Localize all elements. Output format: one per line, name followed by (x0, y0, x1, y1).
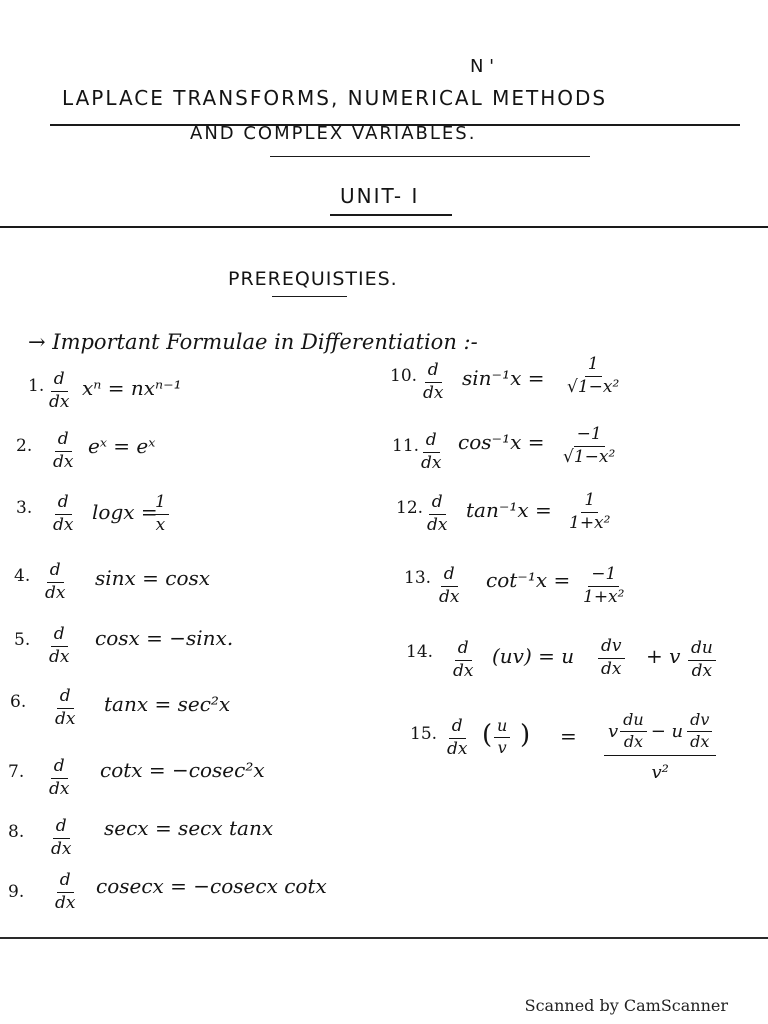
formula-12-result: $\frac{1}{\text{1+x²}}$ (569, 490, 611, 533)
corner-mark: N ' (470, 56, 495, 77)
formula-11-number: 11. (392, 436, 420, 456)
formula-3-number: 3. (16, 498, 33, 518)
formula-15-quotient: $\frac{u}{v}$ (494, 718, 510, 757)
unit-heading: UNIT- I (340, 184, 420, 208)
formula-10-expression: sin⁻¹x = (462, 366, 545, 390)
formula-3-result: $\frac{1}{x}$ (152, 494, 169, 535)
formula-15-du-dx: $\frac{du}{dx}$ (620, 712, 647, 751)
formula-11-result: $\frac{-1}{\text{√1−x²}}$ (563, 424, 616, 467)
formula-2-expression: eˣ = eˣ (88, 434, 156, 458)
title-line-1: LAPLACE TRANSFORMS, NUMERICAL METHODS (62, 86, 608, 110)
formula-13-result: $\frac{-1}{\text{1+x²}}$ (583, 564, 625, 607)
formula-14-number: 14. (406, 642, 434, 662)
formula-15-paren-close: ) (520, 720, 531, 750)
formula-15-equals: = (560, 724, 577, 748)
formula-4-number: 4. (14, 566, 31, 586)
formula-12-number: 12. (396, 498, 424, 518)
unit-underline (330, 214, 452, 216)
formula-5-derivative: $\frac{d}{dx}$ (49, 624, 70, 667)
formula-9-derivative: $\frac{d}{dx}$ (55, 870, 76, 913)
formula-5-number: 5. (14, 630, 31, 650)
formula-11-expression: cos⁻¹x = (458, 430, 545, 454)
formula-15-v: v (608, 720, 619, 742)
formula-15-number: 15. (410, 724, 438, 744)
formula-1-number: 1. (28, 376, 45, 396)
formula-6-derivative: $\frac{d}{dx}$ (55, 686, 76, 729)
formula-8-number: 8. (8, 822, 25, 842)
formula-1-expression: xⁿ = nxⁿ⁻¹ (82, 376, 182, 400)
subheading: → Important Formulae in Differentiation :- (28, 330, 478, 354)
formula-14-plus: + v (646, 644, 681, 668)
formula-15-result-numerator (604, 712, 716, 756)
formula-6-number: 6. (10, 692, 27, 712)
formula-13-derivative: $\frac{d}{dx}$ (439, 564, 460, 607)
section-heading: PREREQUISTIES. (228, 268, 398, 290)
formula-10-derivative: $\frac{d}{dx}$ (423, 360, 444, 403)
formula-3-derivative: $\frac{d}{dx}$ (53, 492, 74, 535)
formula-15-result-denominator: v² (651, 761, 669, 783)
formula-1-derivative: $\frac{d}{dx}$ (49, 369, 70, 412)
formula-14-expression: (uv) = u (492, 644, 575, 668)
formula-6-expression: tanx = sec²x (104, 692, 231, 716)
formula-7-number: 7. (8, 762, 25, 782)
formula-13-number: 13. (404, 568, 432, 588)
formula-13-expression: cot⁻¹x = (486, 568, 571, 592)
formula-9-expression: cosecx = −cosecx cotx (96, 874, 327, 898)
page-divider (0, 226, 768, 228)
formula-14-term-2: $\frac{du}{dx}$ (688, 640, 716, 681)
formula-5-expression: cosx = −sinx. (95, 626, 234, 650)
page-bottom-edge (0, 937, 768, 939)
formula-9-number: 9. (8, 882, 25, 902)
formula-10-result: $\frac{1}{\text{√1−x²}}$ (567, 354, 620, 397)
formula-2-number: 2. (16, 436, 33, 456)
formula-7-expression: cotx = −cosec²x (100, 758, 265, 782)
title-underline-2 (270, 156, 590, 157)
formula-14-derivative: $\frac{d}{dx}$ (453, 638, 474, 681)
formula-12-derivative: $\frac{d}{dx}$ (427, 492, 448, 535)
formula-7-derivative: $\frac{d}{dx}$ (49, 756, 70, 799)
title-line-2: AND COMPLEX VARIABLES. (190, 123, 477, 144)
formula-14-term-1: $\frac{dv}{dx}$ (598, 638, 625, 679)
formula-4-expression: sinx = cosx (95, 566, 211, 590)
formula-15-derivative: $\frac{d}{dx}$ (447, 716, 468, 759)
formula-15-dv-dx: $\frac{dv}{dx}$ (687, 712, 712, 751)
formula-15-minus-u: − u (650, 720, 684, 742)
formula-4-derivative: $\frac{d}{dx}$ (45, 560, 66, 603)
formula-3-expression: logx = (92, 500, 158, 524)
formula-2-derivative: $\frac{d}{dx}$ (53, 429, 74, 472)
scanner-watermark: Scanned by CamScanner (524, 996, 728, 1015)
formula-8-expression: secx = secx tanx (104, 816, 274, 840)
formula-8-derivative: $\frac{d}{dx}$ (51, 816, 72, 859)
formula-15-paren-open: ( (482, 720, 493, 750)
formula-11-derivative: $\frac{d}{dx}$ (421, 430, 442, 473)
formula-15-result (604, 712, 716, 783)
formula-10-number: 10. (390, 366, 418, 386)
formula-12-expression: tan⁻¹x = (466, 498, 552, 522)
section-underline (272, 296, 347, 297)
